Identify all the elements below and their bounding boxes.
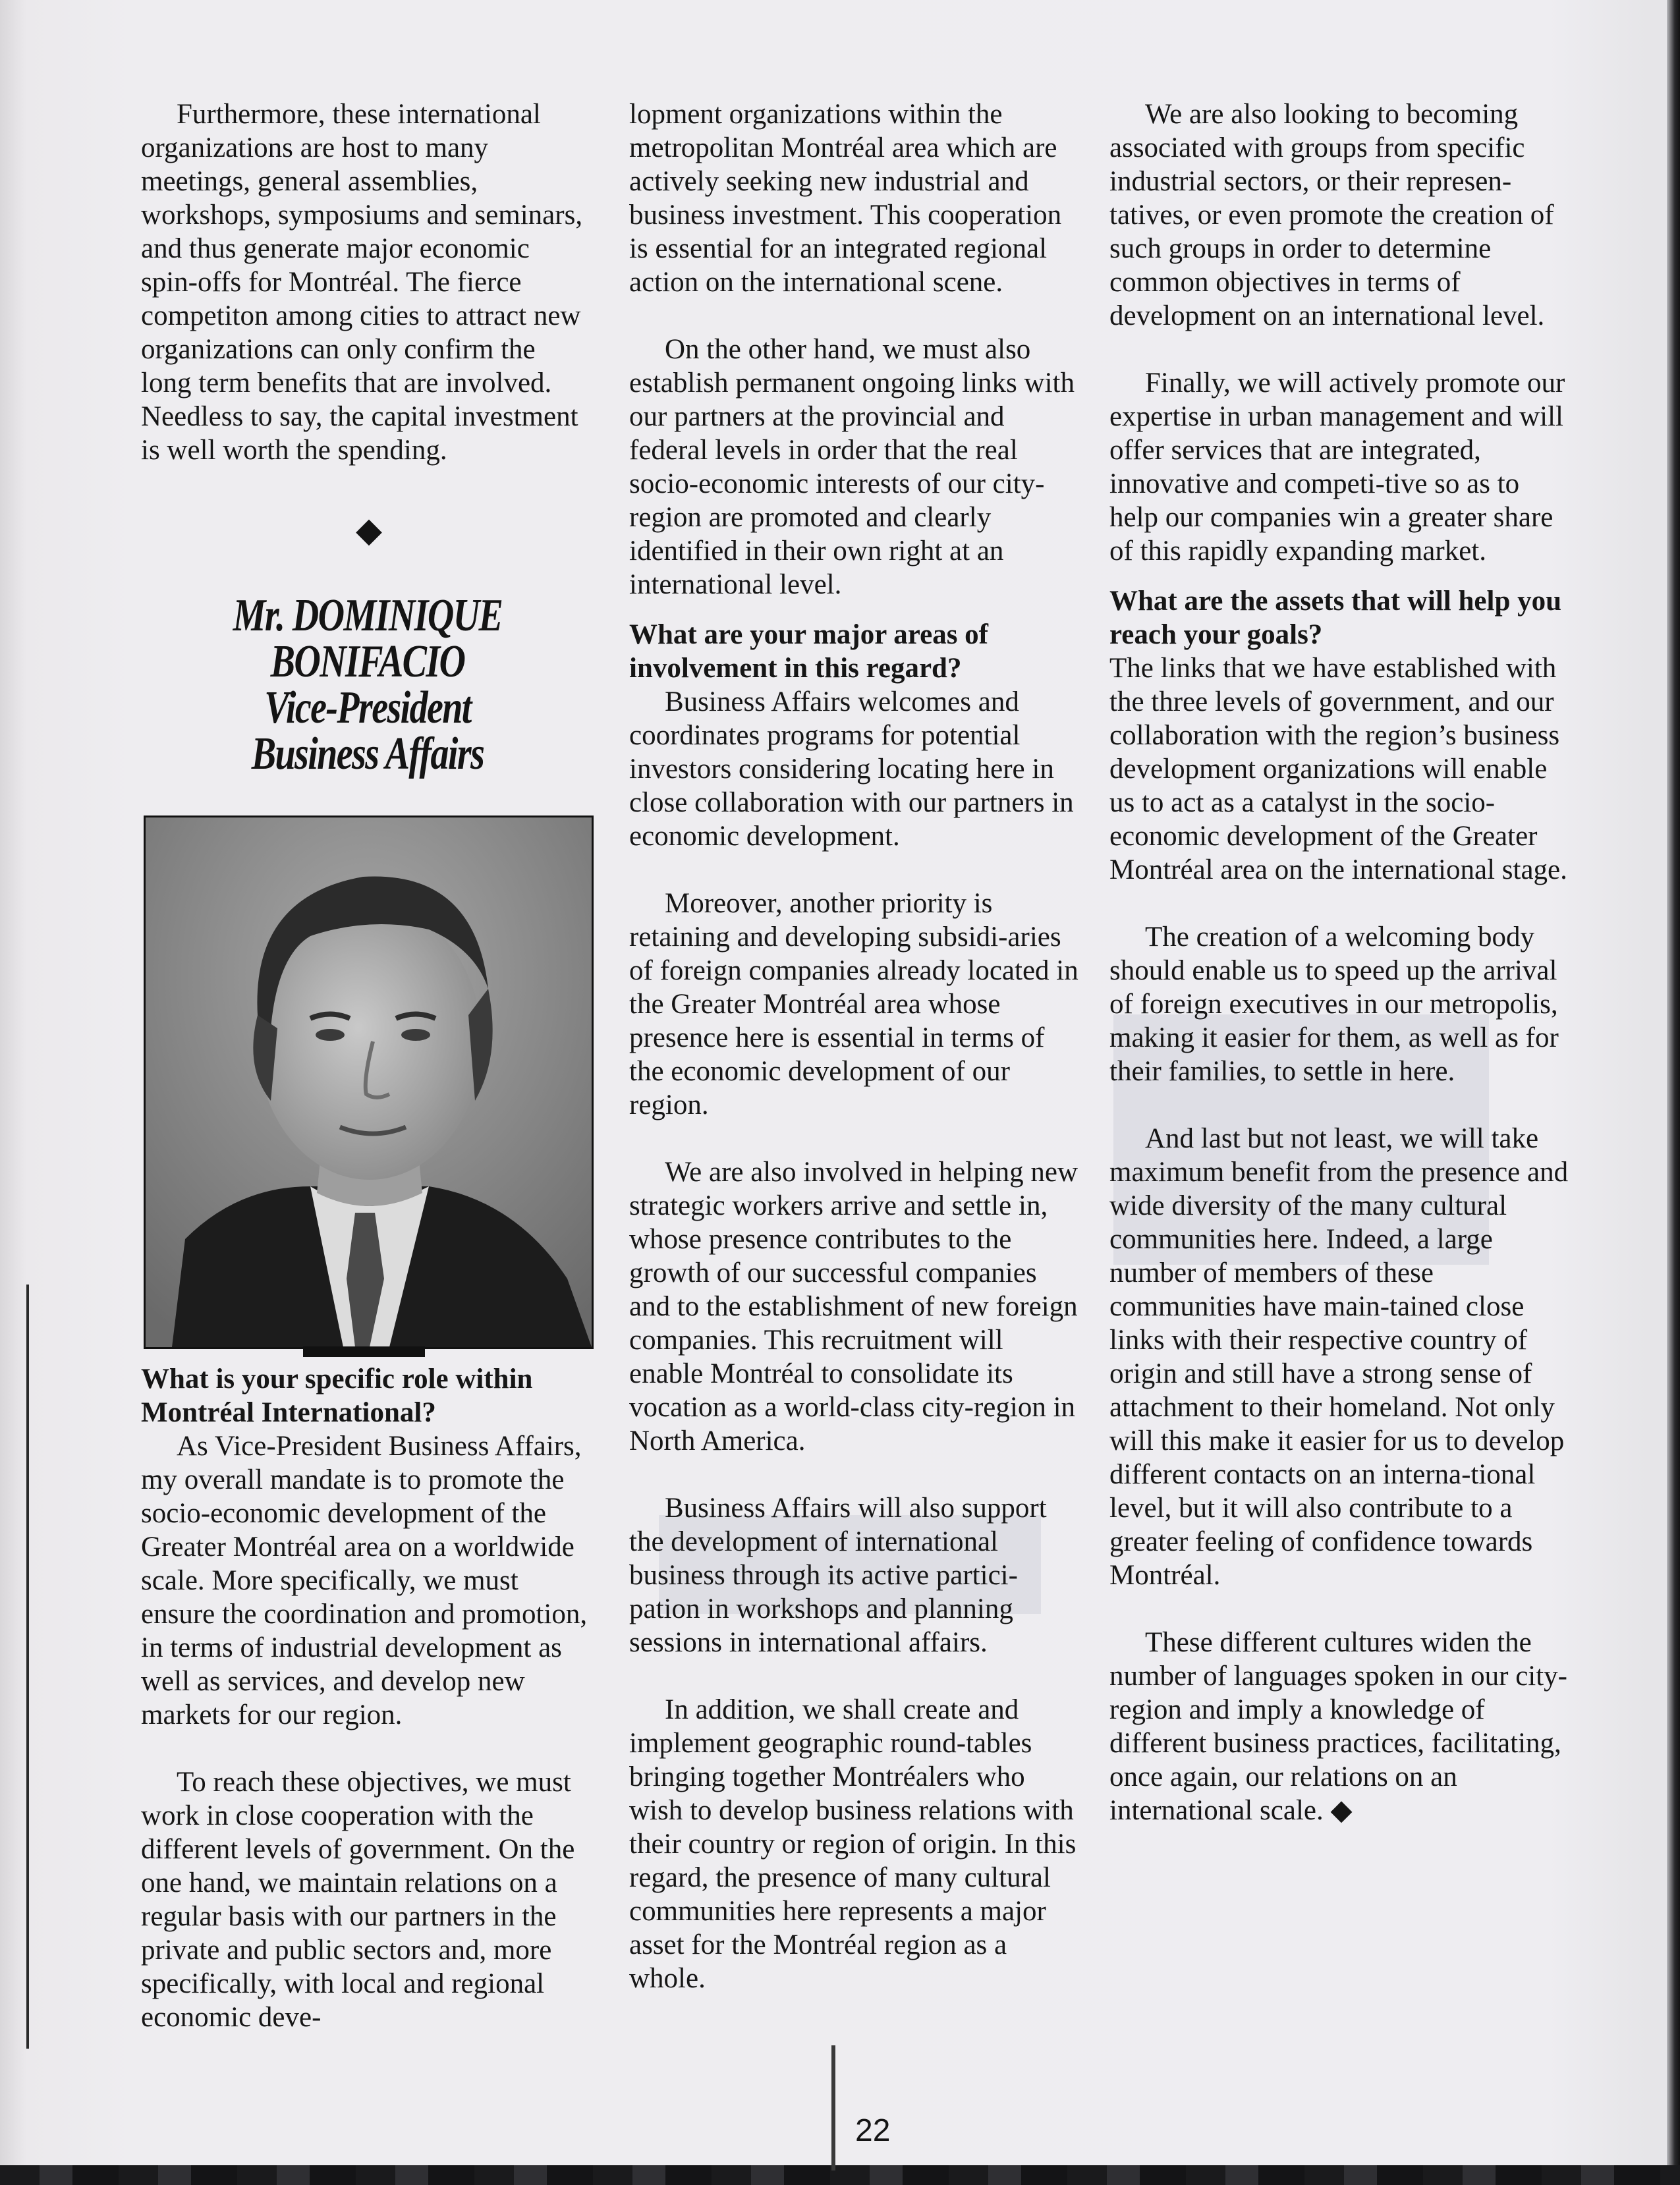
page-number-rule: [831, 2045, 835, 2171]
column-2-paragraph-5: We are also involved in helping new strategic workers arrive and settle in, whose presence contributes to the growth of our successful companies and to the establishment of new foreign companies. This recruitment will enable Montréal to consolidate its vocation as a world-class city-region in North America.: [629, 1157, 1078, 1456]
answer-paragraph-2: To reach these objectives, we must work in close cooperation with the different levels of government. On the one hand, we maintain relations on a regular basis with our partners in the private and public sectors and, more specifically, with local and regional economic deve-: [141, 1767, 575, 2033]
column-2-paragraph-2: On the other hand, we must also establish permanent ongoing links with our partners at the provincial and federal levels in order that the real socio-economic interests of our city-region are promoted and clearly identified in their own right at an international level.: [629, 334, 1075, 600]
end-mark-diamond: ◆: [1330, 1795, 1353, 1826]
interviewee-title-line-1: Vice-President: [264, 682, 471, 733]
column-3-paragraph-5: And last but not least, we will take maximum benefit from the presence and wide diversity of the many cultural communities here. Indeed, a large number of members of these communities have main-tained close links with their respective country of origin and still have a strong sense of attachment to their homeland. Not only will this make it easier for us to develop different contacts on an interna-tional level, but it will also contribute to a greater feeling of confidence towards Montréal.: [1109, 1123, 1569, 1591]
question-role: What is your specific role within Montréal International?: [141, 1364, 533, 1428]
column-2-paragraph-4: Moreover, another priority is retaining and developing subsidi-aries of foreign companies already located in the Greater Montréal area whose presence here is essential in terms of the economic development of our region.: [629, 888, 1078, 1120]
interviewee-name-line-2: BONIFACIO: [270, 636, 465, 687]
page-bottom-edge-strip: [0, 2165, 1680, 2185]
column-3-paragraph-6: [1109, 1626, 1571, 1827]
column-2: [629, 97, 1084, 1995]
column-3-paragraph-4: The creation of a welcoming body should enable us to speed up the arrival of foreign executives in our metropolis, making it easier for them, as well as for their families, to settle in here.: [1109, 922, 1559, 1087]
column-2-paragraph-3: Business Affairs welcomes and coordinates programs for potential investors considering locating here in close collaboration with our partners in economic development.: [629, 686, 1074, 852]
question-assets: What are the assets that will help you reach your goals?: [1109, 586, 1562, 650]
column-3: [1109, 97, 1571, 1827]
interviewee-name-line-1: Mr. DOMINIQUE: [233, 590, 503, 641]
column-2-paragraph-7: In addition, we shall create and implement geographic round-tables bringing together Montréalers who wish to develop business relations with their country or region of origin. In this regard, the presence of many cultural communities here represents a major asset for the Montréal region as a whole.: [629, 1694, 1077, 1994]
column-3-paragraph-3: The links that we have established with the three levels of government, and our collaboration with the region’s business development organizations will enable us to act as a catalyst in the socio-economic development of the Greater Montréal area on the international stage.: [1109, 653, 1567, 885]
column-3-paragraph-2: Finally, we will actively promote our expertise in urban management and will offer services that are integrated, innovative and competi-tive so as to help our companies win a greater share of this rapidly expanding market.: [1109, 368, 1565, 567]
column-3-paragraph-1: We are also looking to becoming associated with groups from specific industrial sectors, or their represen-tatives, or even promote the creation of such groups in order to determine common objectives in terms of development on an international level.: [1109, 99, 1554, 331]
portrait-illustration: [146, 817, 592, 1347]
column-1-bottom: [141, 1362, 589, 2034]
column-2-paragraph-1: lopment organizations within the metropolitan Montréal area which are actively seeking new industrial and business investment. This cooperation is essential for an integrated regional action on the international scene.: [629, 99, 1062, 298]
column-1-top: [141, 97, 589, 467]
interviewee-title-line-2: Business Affairs: [251, 729, 484, 779]
page-right-edge-shadow: [1667, 0, 1680, 2185]
interviewee-heading: [188, 590, 547, 779]
question-areas: What are your major areas of involvement in this regard?: [629, 619, 988, 684]
column-3-paragraph-6-text: These different cultures widen the number of languages spoken in our city-region and imply a knowledge of different business practices, facilitating, once again, our relations on an international scale.: [1109, 1627, 1567, 1826]
answer-paragraph-1: As Vice-President Business Affairs, my overall mandate is to promote the socio-economic development of the Greater Montréal area on a worldwide scale. More specifically, we must ensure the coordination and promotion, in terms of industrial development as well as services, and develop new markets for our region.: [141, 1431, 588, 1730]
interviewee-portrait-photo: [144, 816, 594, 1349]
intro-paragraph: Furthermore, these international organizations are host to many meetings, general assemblies, workshops, symposiums and seminars, and thus generate major economic spin-offs for Montréal. The fierce competiton among cities to attract new organizations can only confirm the long term benefits that are involved. Needless to say, the capital investment is well worth the spending.: [141, 99, 583, 466]
photo-tab-mark: [303, 1346, 425, 1357]
left-margin-rule: [26, 1285, 29, 2049]
page-number: 22: [855, 2113, 891, 2148]
column-2-paragraph-6: Business Affairs will also support the development of international business through its active partici-pation in workshops and planning sessions in international affairs.: [629, 1493, 1047, 1658]
section-diamond-ornament: ◆: [356, 512, 382, 549]
